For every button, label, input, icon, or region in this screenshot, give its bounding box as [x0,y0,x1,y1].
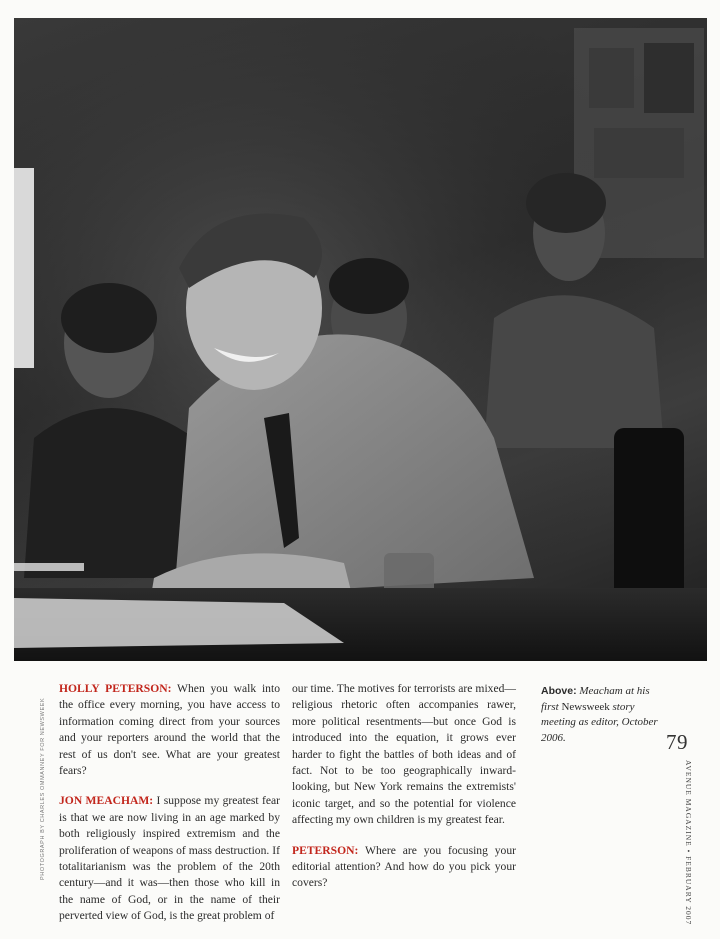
speaker-label: HOLLY PETERSON: [59,682,172,695]
question-paragraph [292,843,516,892]
interview-column-2 [292,681,516,906]
caption-text: Meacham at his first [541,685,650,713]
answer-continuation: our time. The motives for terrorists are mixed—religious rhetoric often accompanies rawer, more political resentments—but once God is introduced into the equation, it grows ever harder to fight the battles of both ideas and of fact. Not to be too geographically inward-looking, but New York remains the extremists' iconic target, and so the potential for violence affecting my own children is my greatest fear. [292,682,516,827]
question-text: When you walk into the office every morning, you have access to information coming direct from your sources and your reporters around the world that the rest of us don't see. What are your greatest fears? [59,682,280,778]
photo-editorial-meeting [14,18,707,661]
answer-text: I suppose my greatest fear is that we are now living in an age marked by both religiously inspired extremism and the proliferation of weapons of mass destruction. If totalitarianism was the problem of the 20th century—and it was—then those who kill in the name of God, or in the name of their perverted view of God, is the great problem of [59,794,280,923]
photo-credit: PHOTOGRAPH BY CHARLES OMMANNEY FOR NEWSWEEK [40,697,46,880]
speaker-label: JON MEACHAM: [59,794,154,808]
caption-text-end: story meeting as editor, October 2006. [541,700,658,744]
caption-lead: Above: [541,685,577,697]
question-text: Where are you focusing your editorial attention? And how do you pick your covers? [292,843,516,890]
question-paragraph [59,681,280,779]
photo-illustration [14,18,707,661]
page-number: 79 [666,730,688,754]
caption-publication: Newsweek [561,700,610,713]
photo-caption [541,684,666,746]
answer-paragraph [59,793,280,924]
running-footer: AVENUE MAGAZINE • FEBRUARY 2007 [684,760,693,926]
speaker-label: PETERSON: [292,843,359,857]
interview-column-1 [59,681,280,939]
